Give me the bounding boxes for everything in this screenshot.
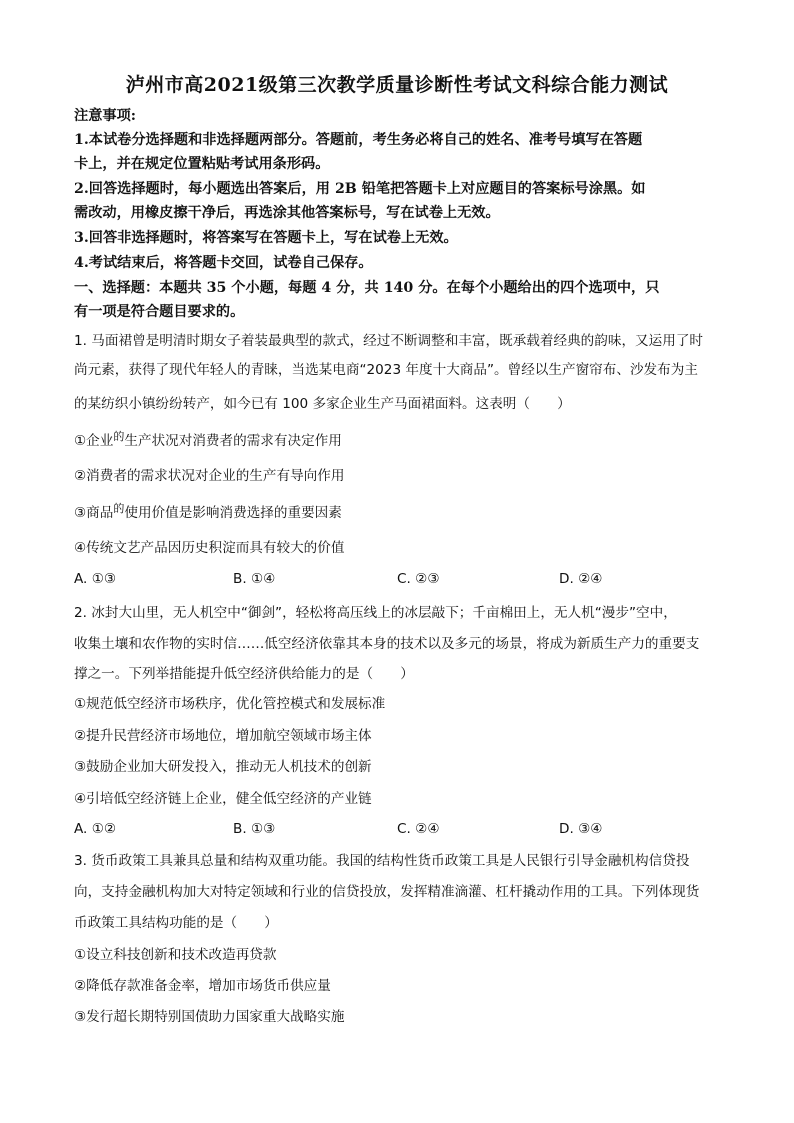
question-3-statement-2: ②降低存款准备金率，增加市场货币供应量 [74,978,331,994]
section-heading: 有一项是符合题目要求的。 [74,304,245,320]
option-b: B. ①③ [233,821,276,837]
option-c: C. ②④ [397,821,440,837]
question-2-stem: 收集土壤和农作物的实时信……低空经济依靠其本身的技术以及多元的场景，将成为新质生产力的重要支 [74,636,700,652]
question-3-stem: 币政策工具结构功能的是（ ） [74,915,278,931]
question-3-statement-3: ③发行超长期特别国债助力国家重大战略实施 [74,1009,345,1025]
notice-line: 3.回答非选择题时，将答案写在答题卡上，写在试卷上无效。 [74,230,458,246]
exam-title: 泸州市高2021级第三次教学质量诊断性考试文科综合能力测试 [125,74,669,96]
question-1-statement-4: ④传统文艺产品因历史积淀而具有较大的价值 [74,540,345,556]
question-1-stem: 尚元素，获得了现代年轻人的青睐，当选某电商“2023 年度十大商品”。曾经以生产窗帘布、沙发布为主 [74,362,698,378]
question-2-statement-2: ②提升民营经济市场地位，增加航空领域市场主体 [74,728,372,744]
notice-heading: 注意事项: [74,108,136,124]
question-3-statement-1: ①设立科技创新和技术改造再贷款 [74,947,277,963]
notice-line: 1.本试卷分选择题和非选择题两部分。答题前，考生务必将自己的姓名、准考号填写在答题 [74,132,643,148]
question-1-stem: 1. 马面裙曾是明清时期女子着装最典型的款式，经过不断调整和丰富，既承载着经典的韵味，又运用了时 [74,333,704,349]
question-2-statement-3: ③鼓励企业加大研发投入，推动无人机技术的创新 [74,759,372,775]
question-2-stem: 2. 冰封大山里，无人机空中“御剑”，轻松将高压线上的冰层敲下；千亩棉田上，无人机“漫步”空中， [74,605,677,621]
notice-line: 4.考试结束后，将答题卡交回，试卷自己保存。 [74,255,373,271]
notice-line: 2.回答选择题时，每小题选出答案后，用 2B 铅笔把答题卡上对应题目的答案标号涂黑。如 [74,181,646,197]
question-3-stem: 向，支持金融机构加大对特定领域和行业的信贷投放，发挥精准滴灌、杠杆撬动作用的工具。下列体现货 [74,884,700,900]
question-2-options [74,819,724,839]
option-b: B. ①④ [233,571,276,587]
option-d: D. ③④ [559,821,603,837]
question-2-statement-4: ④引培低空经济链上企业，健全低空经济的产业链 [74,791,372,807]
option-d: D. ②④ [559,571,603,587]
question-3-stem: 3. 货币政策工具兼具总量和结构双重功能。我国的结构性货币政策工具是人民银行引导金融机构信贷投 [74,853,690,869]
section-heading: 一、选择题：本题共 35 个小题，每题 4 分，共 140 分。在每个小题给出的四个选项中，只 [74,280,660,296]
question-1-statement-3: ③商品$^的$使用价值是影响消费选择的重要因素 [74,502,342,521]
question-2-stem: 撑之一。下列举措能提升低空经济供给能力的是（ ） [74,666,414,682]
question-1-statement-2: ②消费者的需求状况对企业的生产有导向作用 [74,468,345,484]
question-1-stem: 的某纺织小镇纷纷转产，如今已有 100 多家企业生产马面裙面料。这表明（ ） [74,396,571,412]
notice-line: 卡上，并在规定位置粘贴考试用条形码。 [74,156,330,172]
option-c: C. ②③ [397,571,440,587]
option-a: A. ①② [74,821,117,837]
option-a: A. ①③ [74,571,117,587]
question-1-options [74,569,724,589]
question-1-statement-1: ①企业$^的$生产状况对消费者的需求有决定作用 [74,430,342,449]
question-2-statement-1: ①规范低空经济市场秩序，优化管控模式和发展标准 [74,696,386,712]
notice-line: 需改动，用橡皮擦干净后，再选涂其他答案标号，写在试卷上无效。 [74,205,500,221]
